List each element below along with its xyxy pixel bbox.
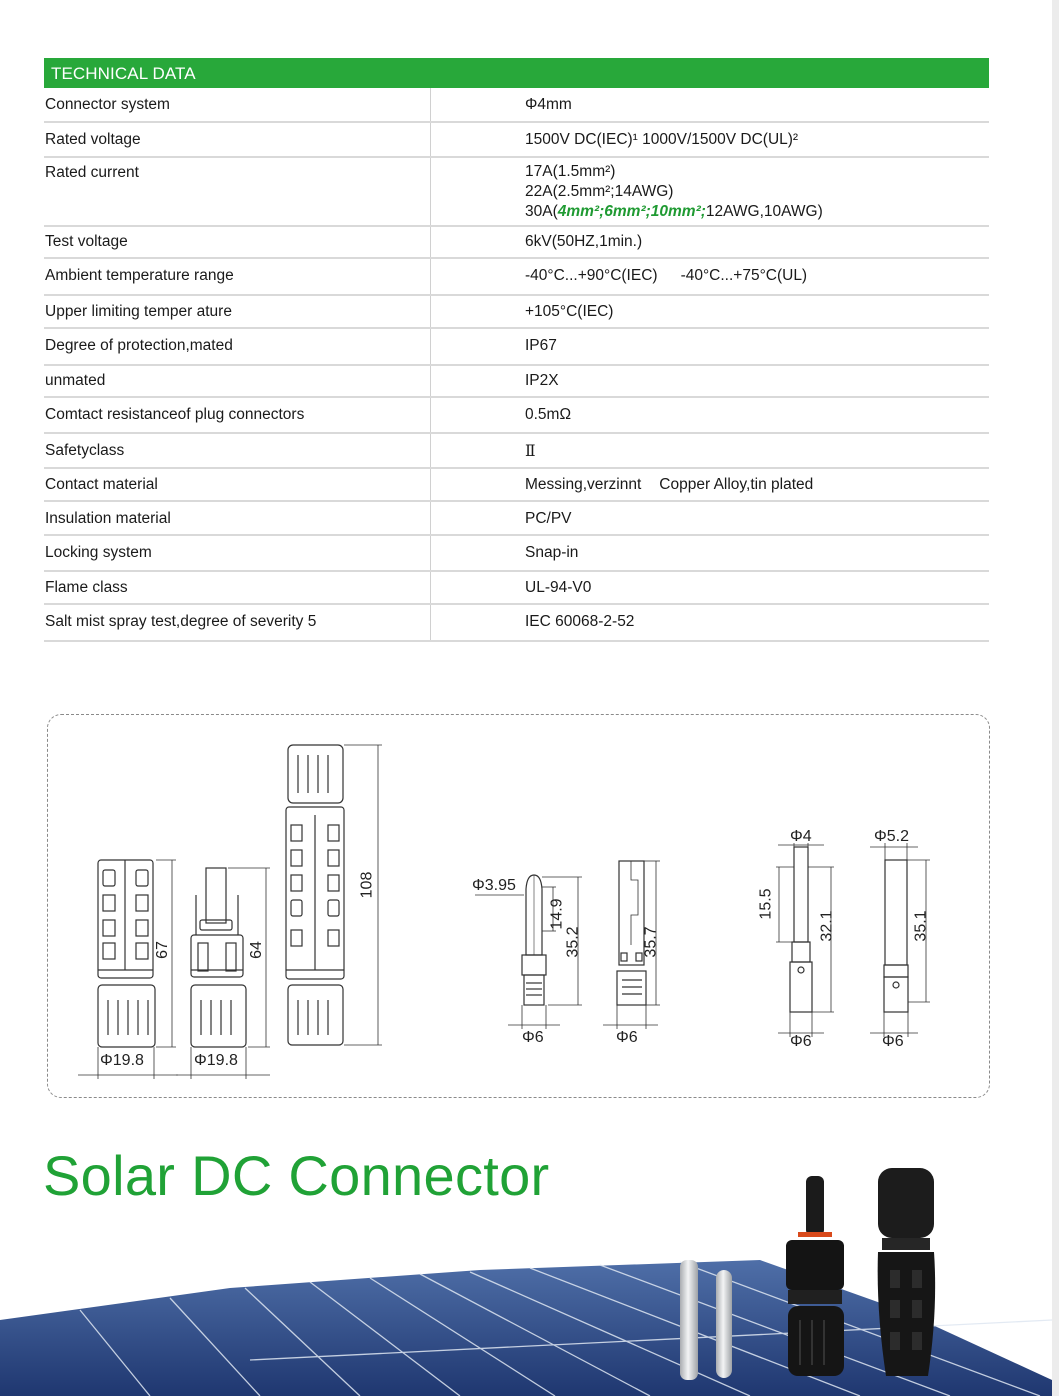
female-connector-drawing [78,860,178,1079]
table-row [44,536,989,572]
small-female-length: 35.7 [642,926,660,958]
row-value [431,158,989,225]
table-row [44,296,989,329]
female-diameter-label: Φ19.8 [100,1052,144,1069]
row-label: Rated current [44,158,431,225]
small-male-tip-diameter: Φ3.95 [472,877,516,894]
row-value: 1500V DC(IEC)¹ 1000V/1500V DC(UL)² [525,131,799,148]
male-diameter-label: Φ19.8 [194,1052,238,1069]
table-row [44,502,989,536]
female-height-label: 67 [153,941,171,959]
small-male-tip-length: 14.9 [548,898,566,930]
table-row [44,259,989,296]
row-value: IEC 60068-2-52 [525,613,635,630]
row-label: Upper limiting temper ature [44,296,431,327]
table-row [44,329,989,366]
row-label: Degree of protection,mated [44,329,431,364]
row-value: PC/PV [525,510,572,527]
value-line: 17A(1.5mm²) [525,163,616,180]
row-label: Rated voltage [44,123,431,156]
value-line [525,202,989,222]
row-label: Safetyclass [44,434,431,467]
large-male-base-diameter: Φ6 [790,1033,812,1050]
value-en: Copper Alloy,tin plated [659,476,814,493]
row-value: Ⅱ [525,442,536,460]
large-male-length: 32.1 [818,910,836,942]
row-value: IP67 [525,337,557,354]
table-row [44,227,989,259]
value-prefix: 30A( [525,203,558,220]
table-row [44,123,989,158]
page-edge-scrollbar [1052,0,1059,1396]
row-label: Salt mist spray test,degree of severity 5 [44,605,431,640]
highlighted-value: 4mm²;6mm²;10mm²; [557,203,706,220]
row-value: +105°C(IEC) [525,303,614,320]
value-ul: -40°C...+75°C(UL) [680,267,808,284]
row-label: Contact material [44,469,431,500]
large-female-length: 35.1 [912,910,930,942]
row-value: IP2X [525,372,559,389]
row-label: unmated [44,366,431,396]
large-female-tip-diameter: Φ5.2 [874,828,910,845]
table-row [44,605,989,642]
row-value: UL-94-V0 [525,579,592,596]
row-value [431,469,989,500]
table-row [44,398,989,434]
row-label: Ambient temperature range [44,259,431,294]
small-male-length: 35.2 [564,926,582,958]
male-connector-drawing [176,868,270,1079]
table-row [44,366,989,398]
large-pins-drawing [776,843,930,1037]
row-label: Insulation material [44,502,431,534]
row-label: Connector system [44,88,431,121]
row-label: Flame class [44,572,431,603]
value-suffix: 12AWG,10AWG) [705,203,823,220]
table-row [44,469,989,502]
table-row [44,434,989,469]
row-value: Snap-in [525,544,579,561]
large-male-tip-length: 15.5 [757,888,775,920]
dimension-drawing-panel [47,714,990,1098]
product-headline: Solar DC Connector [43,1144,550,1207]
row-value: 6kV(50HZ,1min.) [525,233,643,250]
value-de: Messing,verzinnt [525,476,642,493]
product-photo [0,1160,1052,1396]
row-value [431,259,989,294]
row-label: Locking system [44,536,431,570]
row-value: Φ4mm [525,96,572,113]
small-female-base-diameter: Φ6 [616,1029,638,1046]
small-male-base-diameter: Φ6 [522,1029,544,1046]
row-label: Comtact resistanceof plug connectors [44,398,431,432]
value-iec: -40°C...+90°C(IEC) [525,267,658,284]
row-label: Test voltage [44,227,431,257]
mated-height-label: 108 [358,871,376,899]
large-male-tip-diameter: Φ4 [790,828,812,845]
male-height-label: 64 [247,941,265,959]
table-row [44,158,989,227]
technical-data-table [44,58,989,642]
value-line: 22A(2.5mm²;14AWG) [525,183,674,200]
table-row [44,88,989,123]
large-female-base-diameter: Φ6 [882,1033,904,1050]
row-value: 0.5mΩ [525,406,572,423]
table-row [44,572,989,605]
table-title: TECHNICAL DATA [44,58,989,88]
